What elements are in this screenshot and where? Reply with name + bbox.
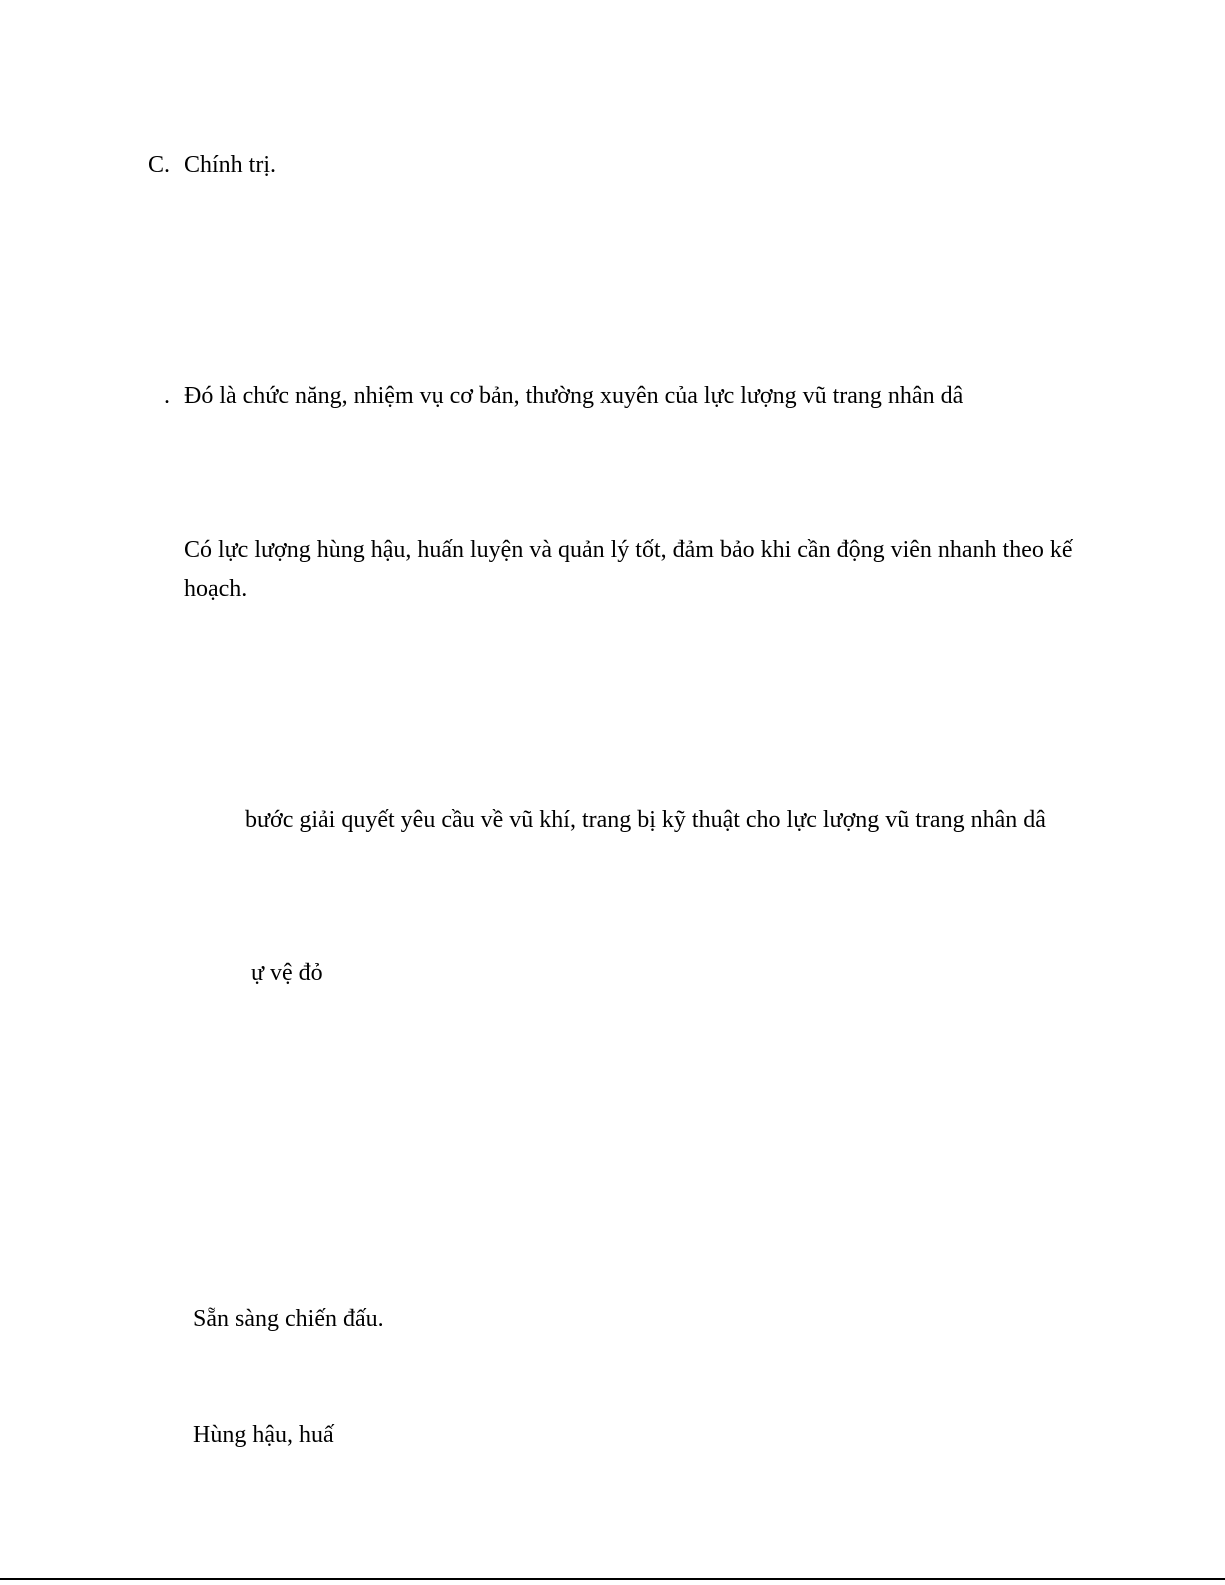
- paragraph-luc-luong-line2: hoạch.: [184, 576, 248, 602]
- text-fragment-vu-khi: bước giải quyết yêu cầu về vũ khí, trang bị kỹ thuật cho lực lượng vũ trang nhân dâ: [245, 807, 1046, 833]
- option-marker-dot: .: [164, 383, 170, 409]
- page-bottom-rule: [0, 1578, 1225, 1580]
- paragraph-luc-luong-line1: Có lực lượng hùng hậu, huấn luyện và quản lý tốt, đảm bảo khi cần động viên nhanh theo kế: [184, 537, 1073, 563]
- option-marker-c: C.: [148, 152, 171, 178]
- option-text-chuc-nang: Đó là chức năng, nhiệm vụ cơ bản, thường xuyên của lực lượng vũ trang nhân dâ: [184, 383, 964, 409]
- text-fragment-san-sang: Sẵn sàng chiến đấu.: [193, 1306, 384, 1332]
- text-fragment-tu-ve-do: ự vệ đỏ: [251, 960, 323, 986]
- option-text-chinh-tri: Chính trị.: [184, 152, 277, 178]
- text-fragment-hung-hau: Hùng hậu, huấ: [193, 1422, 334, 1448]
